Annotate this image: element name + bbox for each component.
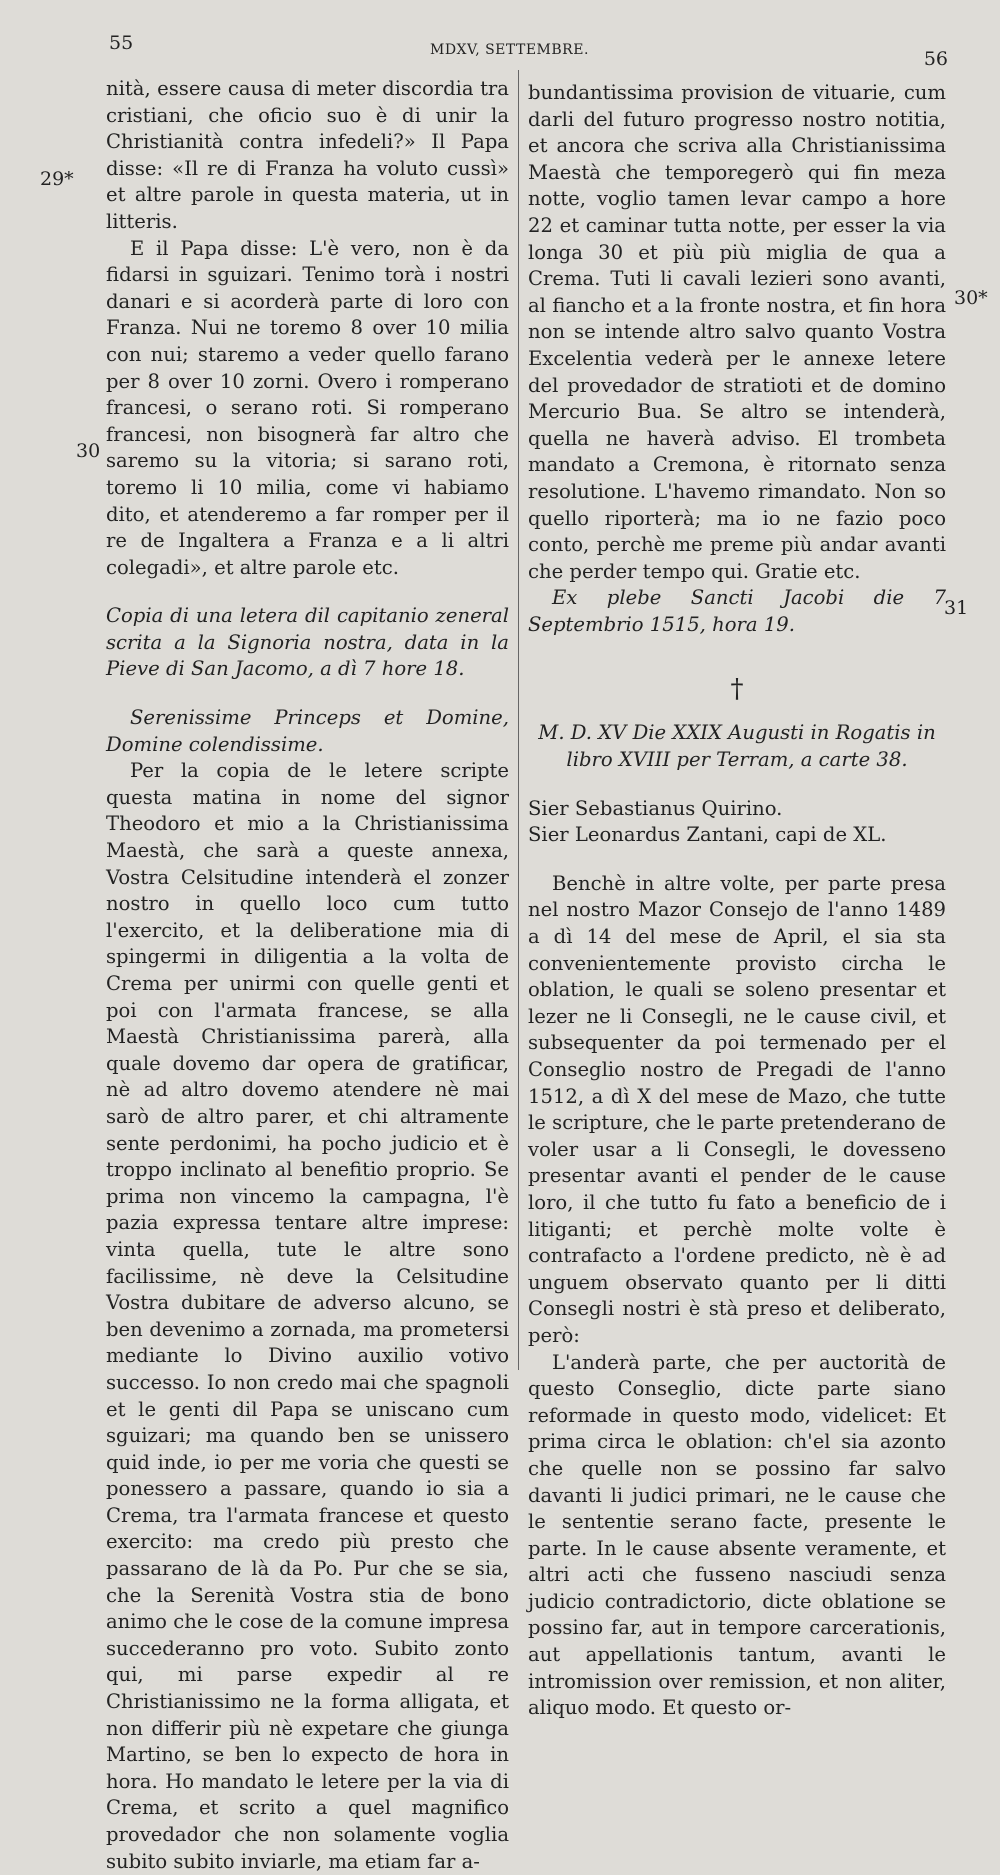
- right-paragraph-3: L'anderà parte, che per auctorità de questo Conseglio, dicte parte siano reformade in questo modo, videlicet: Et prima circa le oblation: ch'el sia azonto che quelle non se possino far salvo davanti li judici primari, ne le cause che le sententie serano facte, presente le parte. In le cause absente veramente, et altri acti che fusseno nasciudi senza judicio contradictorio, dicte oblatione se possino far, aut in tempore carcerationis, aut appellationis tantum, avanti le intromission over remission, et non aliter, aliquo modo. Et questo or-: [528, 1350, 946, 1720]
- margin-number-30-left: 30: [76, 440, 101, 462]
- left-paragraph-1: nità, essere causa di meter discordia tra cristiani, che oficio suo è di unir la Christianità contra infedeli?» Il Papa disse: «Il re di Franza ha voluto cussì» et altre parole in questa materia, ut in litteris.: [106, 77, 509, 233]
- right-column: [528, 80, 946, 1722]
- margin-number-29: 29*: [40, 168, 74, 190]
- running-head: MDXV, SETTEMBRE.: [430, 42, 589, 58]
- left-paragraph-3: Per la copia de le letere scripte questa matina in nome del signor Theodoro et mio a la Christianissima Maestà, che sarà a queste annexa, Vostra Celsitudine intenderà el zonzer nostro in quello loco cum tutto l'exercito, et la deliberatione mia di spingermi in diligentia a la volta de Crema per unirmi con quelle genti et poi con l'armata francese, se alla Maestà Christianissima parerà, alla quale dovemo dar opera de gratificar, nè ad altro dovemo atendere nè mai sarò de altro parer, et chi altramente sente perdonimi, ha pocho judicio et è troppo inclinato al benefitio proprio. Se prima non vincemo la campagna, l'è pazia expressa tentare altre imprese: vinta quella, tute le altre sono facilissime, nè deve la Celsitudine Vostra dubitare de adverso alcuno, se ben devenimo a zornada, ma prometersi mediante lo Divino auxilio votivo successo. Io non credo mai che spagnoli et le genti dil Papa se uniscano cum sguizari; ma quando ben se unissero quid inde, io per me voria che questi se ponessero a passare, quando io sia a Crema, tra l'armata francese et questo exercito: ma credo più presto che passarano de là da Po. Pur che se sia, che la Serenità Vostra stia de bono animo che le cose de la comune impresa succederanno pro voto. Subito zonto qui, mi parse expedir al re Christianissimo ne la forma alligata, et non differir più nè expetare che giunga Martino, se ben lo expecto de hora in hora. Ho mandato le letere per la via di Crema, et scrito a quel magnifico provedador che non solamente voglia subito subito inviarle, ma etiam far a-: [106, 759, 509, 1873]
- dagger-symbol: †: [730, 674, 744, 705]
- letter-heading: Copia di una letera dil capitanio zeneral scrita a la Signoria nostra, data in la Pieve di San Jacomo, a dì 7 hore 18.: [106, 604, 509, 681]
- right-paragraph-1: bundantissima provision de vituarie, cum darli del futuro progresso nostro notitia, et ancora che scriva alla Christianissima Maestà che temporegerò qui fin meza notte, voglio tamen levar campo a hore 22 et caminar tutta notte, per esser la via longa 30 et più più miglia de qua a Crema. Tuti li cavali lezieri sono avanti, al fiancho et a la fronte nostra, et fin hora non se intende altro salvo quanto Vostra Excelentia vederà per le annexe letere del provedador de stratioti et de domino Mercurio Bua. Se altro se intenderà, quella ne haverà adviso. El trombeta mandato a Cremona, è ritornato senza resolutione. L'havemo rimandato. Non so quello riporterà; ma io ne fazio poco conto, perchè me preme più andar avanti che perder tempo qui. Gratie etc.: [528, 81, 946, 583]
- signatory-2: Sier Leonardus Zantani, capi de XL.: [528, 823, 887, 847]
- margin-number-31: 31: [944, 597, 969, 619]
- decree-heading: M. D. XV Die XXIX Augusti in Rogatis in libro XVIII per Terram, a carte 38.: [538, 721, 936, 772]
- salutation: Serenissime Princeps et Domine, Domine colendissime.: [106, 706, 509, 756]
- left-paragraph-2: E il Papa disse: L'è vero, non è da fidarsi in sguizari. Tenimo torà i nostri danari e si acorderà parte di loro con Franza. Nui ne toremo 8 over 10 milia con nui; staremo a veder quello farano per 8 over 10 zorni. Overo i romperano francesi, o serano roti. Si romperano francesi, non bisognerà far altro che saremo su la vitoria; si sarano roti, toremo li 10 milia, come vi habiamo dito, et atenderemo a far romper per il re de Ingaltera a Franza e a li altri colegadi», et altre parole etc.: [106, 236, 509, 579]
- page-number-left: 55: [109, 32, 134, 54]
- dateline: Ex plebe Sancti Jacobi die 7 Septembrio 1515, hora 19.: [528, 586, 946, 636]
- signatory-1: Sier Sebastianus Quirino.: [528, 796, 783, 820]
- page-number-right: 56: [923, 48, 948, 70]
- right-paragraph-2: Benchè in altre volte, per parte presa nel nostro Mazor Consejo de l'anno 1489 a dì 14 del mese de April, el sia sta convenientemente provisto circha le oblation, le quali se soleno presentar et lezer ne li Consegli, ne le cause civil, et subsequenter da poi termenado per el Conseglio nostro de Pregadi de l'anno 1512, a dì X del mese de Mazo, che tutte le scripture, che le parte pretenderano de voler usar a li Consegli, le dovesseno presentar avanti el pender de le cause loro, il che tutto fu fato a beneficio de i litiganti; et perchè molte volte è contrafacto a l'ordene predicto, nè è ad unguem observato quanto per li ditti Consegli nostri è stà preso et deliberato, però:: [528, 871, 946, 1347]
- column-divider: [518, 70, 519, 1370]
- margin-number-30-right: 30*: [954, 287, 988, 309]
- left-column: [106, 76, 509, 1875]
